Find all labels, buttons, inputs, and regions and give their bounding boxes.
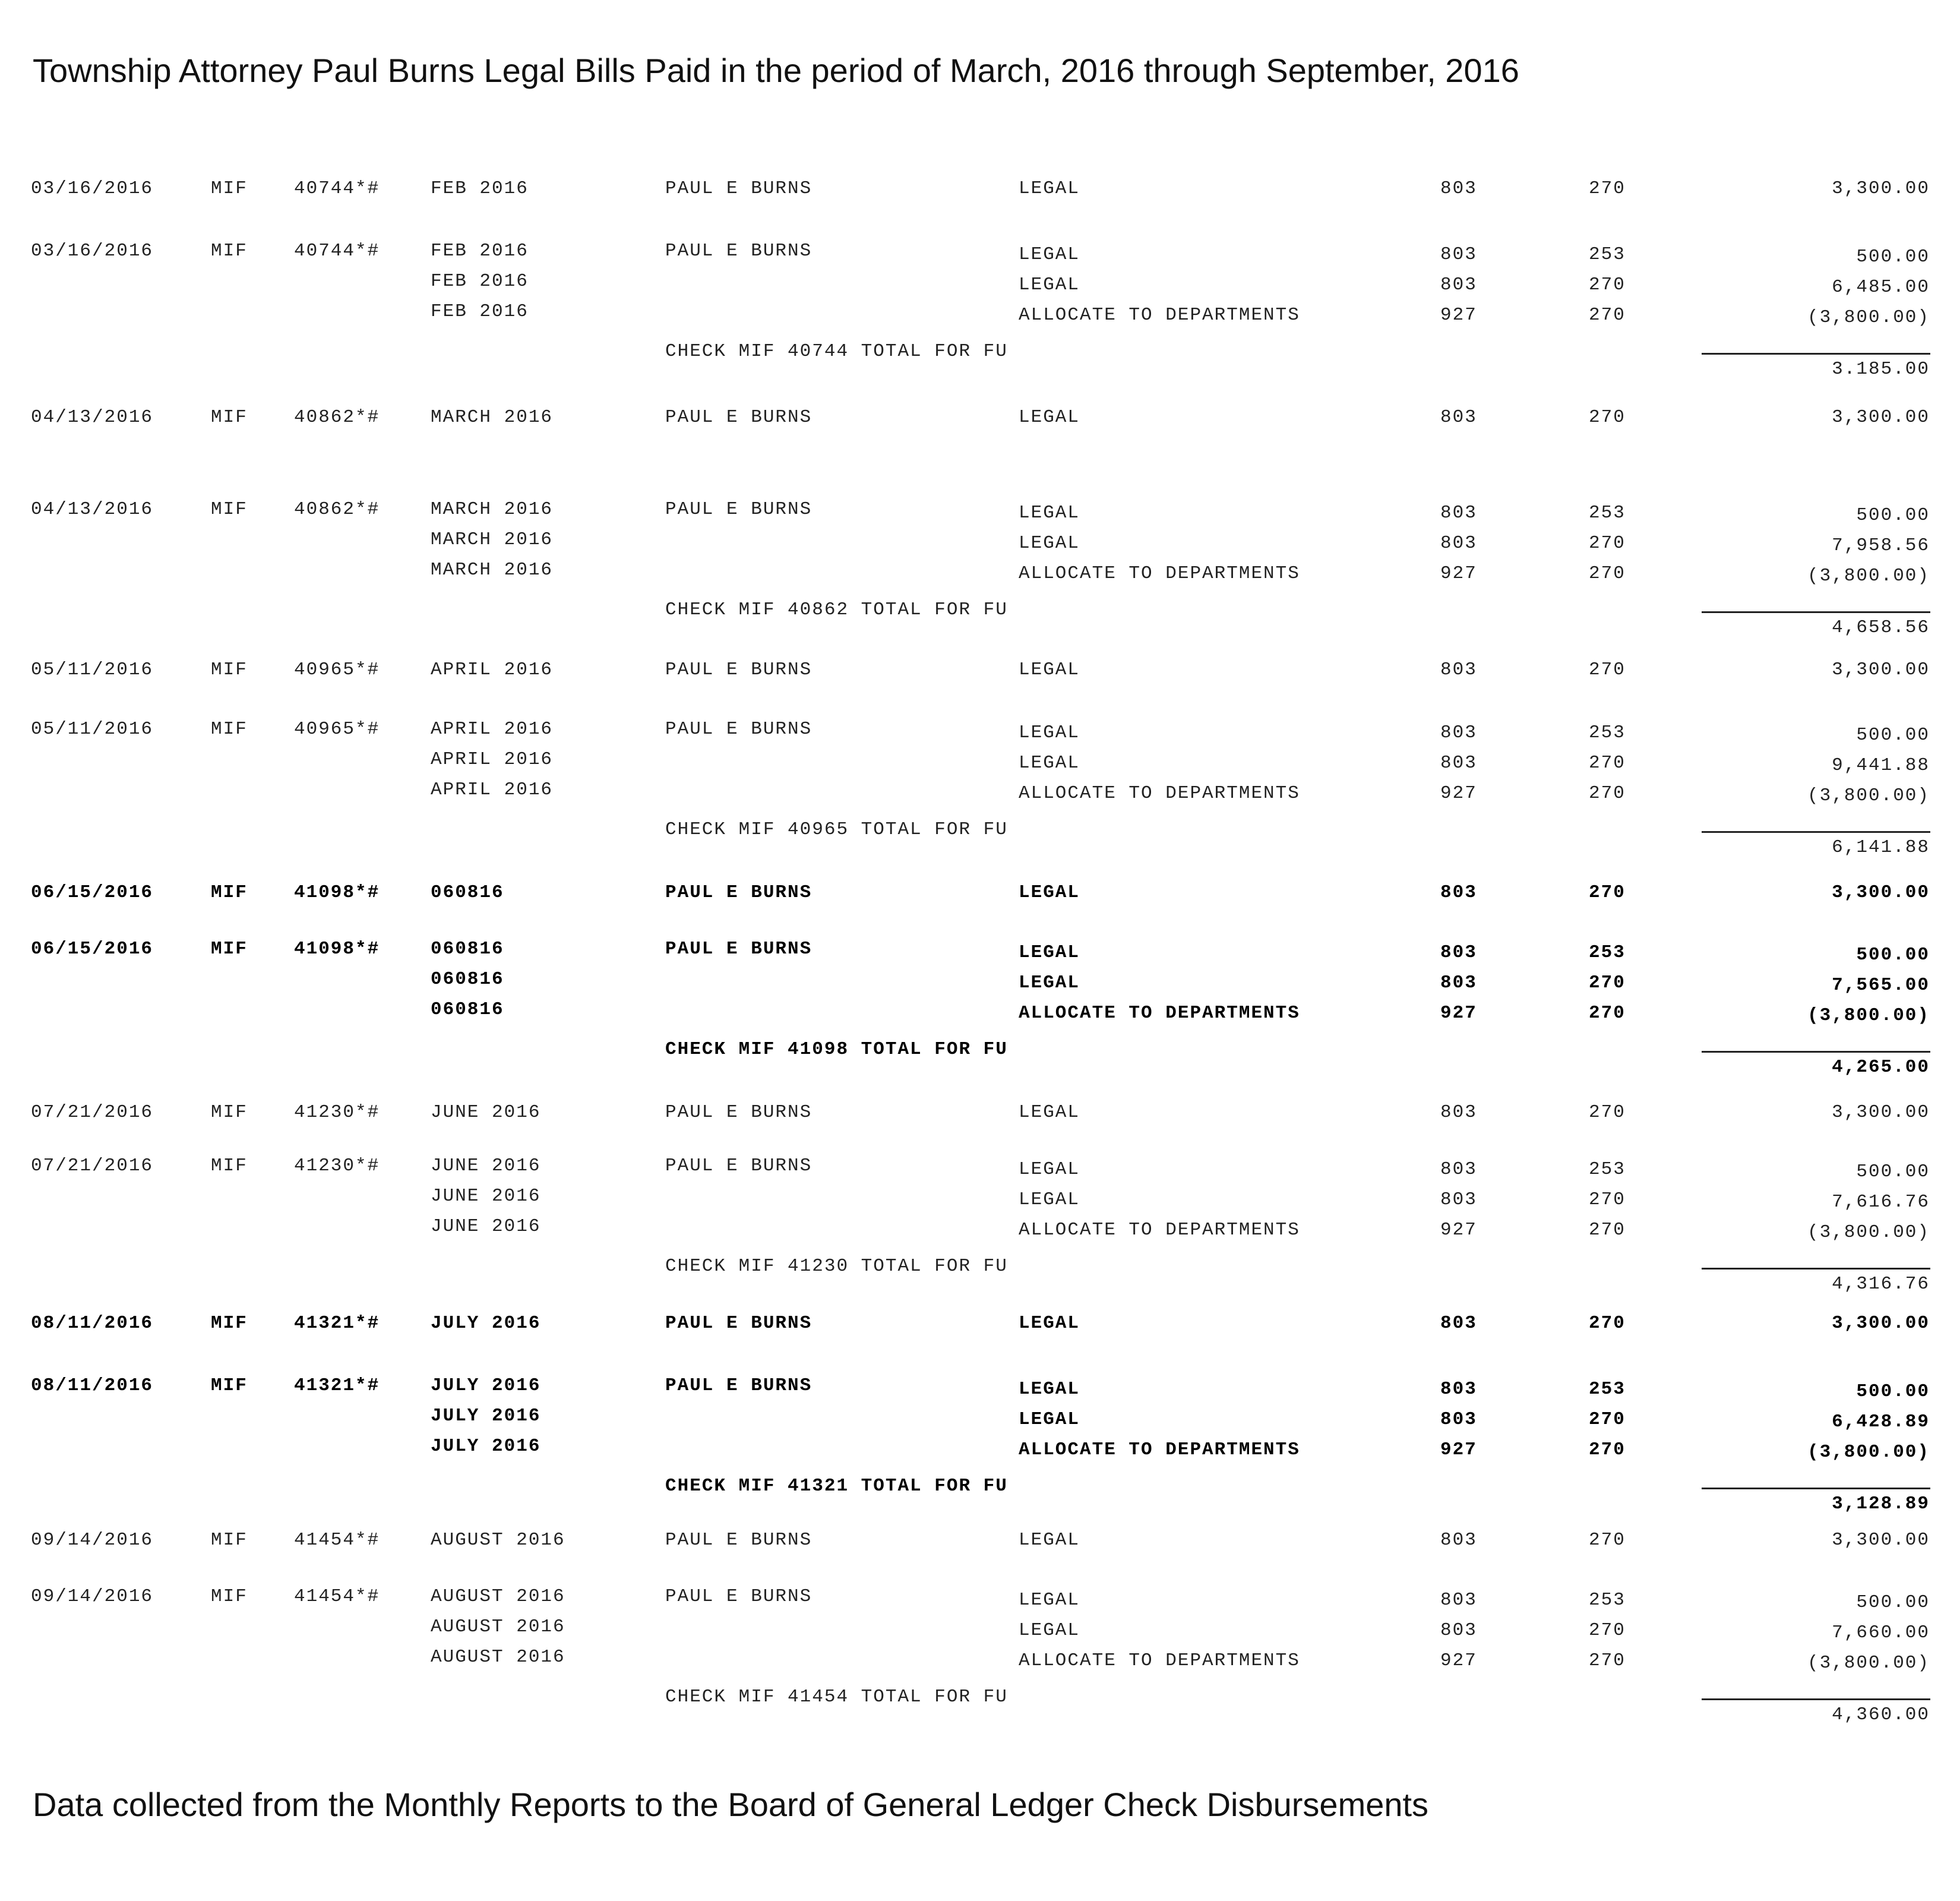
- dept-code: 803: [1440, 407, 1477, 428]
- invoice-description: JULY 2016: [431, 1436, 541, 1457]
- check-date: 05/11/2016: [31, 719, 154, 740]
- invoice-description: 060816: [431, 939, 504, 959]
- object-code: 270: [1589, 1220, 1626, 1240]
- amount: 9,441.88: [1832, 755, 1930, 776]
- check-total-label: CHECK MIF 41230 TOTAL FOR FU: [665, 1256, 1008, 1277]
- dept-code: 803: [1440, 244, 1477, 265]
- dept-code: 927: [1440, 783, 1477, 804]
- invoice-description: APRIL 2016: [431, 749, 554, 770]
- check-number: 41098*#: [294, 939, 380, 959]
- object-code: 270: [1589, 407, 1626, 428]
- dept-code: 803: [1440, 178, 1477, 199]
- amount: 3,300.00: [1832, 178, 1930, 199]
- amount: 500.00: [1856, 1592, 1930, 1613]
- dept-code: 803: [1440, 1189, 1477, 1210]
- dept-code: 803: [1440, 753, 1477, 773]
- payee-name: PAUL E BURNS: [665, 882, 813, 903]
- check-date: 08/11/2016: [31, 1313, 154, 1334]
- check-total-label: CHECK MIF 41454 TOTAL FOR FU: [665, 1687, 1008, 1707]
- account-name: ALLOCATE TO DEPARTMENTS: [1019, 1650, 1300, 1671]
- fund-code: MIF: [211, 1313, 248, 1334]
- dept-code: 803: [1440, 1409, 1477, 1430]
- object-code: 253: [1589, 1590, 1626, 1611]
- amount: (3,800.00): [1807, 566, 1930, 586]
- invoice-description: JUNE 2016: [431, 1102, 541, 1123]
- amount: 500.00: [1856, 725, 1930, 746]
- dept-code: 803: [1440, 722, 1477, 743]
- invoice-description: JUNE 2016: [431, 1155, 541, 1176]
- invoice-description: MARCH 2016: [431, 529, 554, 550]
- object-code: 270: [1589, 305, 1626, 326]
- total-rule: [1702, 1268, 1930, 1270]
- dept-code: 803: [1440, 1530, 1477, 1551]
- amount: 500.00: [1856, 945, 1930, 965]
- account-name: LEGAL: [1019, 533, 1080, 554]
- invoice-description: JULY 2016: [431, 1313, 541, 1334]
- dept-code: 927: [1440, 305, 1477, 326]
- amount: 6,485.00: [1832, 277, 1930, 298]
- object-code: 270: [1589, 1003, 1626, 1024]
- check-date: 04/13/2016: [31, 407, 154, 428]
- account-name: LEGAL: [1019, 1159, 1080, 1180]
- amount: (3,800.00): [1807, 1005, 1930, 1026]
- invoice-description: MARCH 2016: [431, 499, 554, 520]
- object-code: 270: [1589, 1530, 1626, 1551]
- amount: 7,616.76: [1832, 1192, 1930, 1212]
- dept-code: 803: [1440, 1159, 1477, 1180]
- check-total-label: CHECK MIF 40965 TOTAL FOR FU: [665, 819, 1008, 840]
- check-number: 41098*#: [294, 882, 380, 903]
- invoice-description: 060816: [431, 999, 504, 1020]
- account-name: ALLOCATE TO DEPARTMENTS: [1019, 1003, 1300, 1024]
- object-code: 270: [1589, 783, 1626, 804]
- account-name: LEGAL: [1019, 722, 1080, 743]
- check-date: 09/14/2016: [31, 1586, 154, 1607]
- fund-code: MIF: [211, 178, 248, 199]
- total-rule: [1702, 1051, 1930, 1053]
- check-date: 07/21/2016: [31, 1102, 154, 1123]
- check-number: 40862*#: [294, 499, 380, 520]
- account-name: LEGAL: [1019, 178, 1080, 199]
- object-code: 253: [1589, 1379, 1626, 1400]
- check-date: 04/13/2016: [31, 499, 154, 520]
- dept-code: 803: [1440, 274, 1477, 295]
- check-number: 41230*#: [294, 1102, 380, 1123]
- payee-name: PAUL E BURNS: [665, 659, 813, 680]
- account-name: ALLOCATE TO DEPARTMENTS: [1019, 1220, 1300, 1240]
- amount: (3,800.00): [1807, 307, 1930, 328]
- footer-note: Data collected from the Monthly Reports to the Board of General Ledger Check Disbursements: [33, 1786, 1429, 1823]
- fund-code: MIF: [211, 1155, 248, 1176]
- account-name: ALLOCATE TO DEPARTMENTS: [1019, 783, 1300, 804]
- payee-name: PAUL E BURNS: [665, 499, 813, 520]
- invoice-description: JUNE 2016: [431, 1216, 541, 1237]
- payee-name: PAUL E BURNS: [665, 719, 813, 740]
- account-name: LEGAL: [1019, 407, 1080, 428]
- dept-code: 803: [1440, 972, 1477, 993]
- object-code: 270: [1589, 1313, 1626, 1334]
- object-code: 270: [1589, 178, 1626, 199]
- invoice-description: APRIL 2016: [431, 779, 554, 800]
- fund-code: MIF: [211, 1586, 248, 1607]
- dept-code: 803: [1440, 942, 1477, 963]
- account-name: LEGAL: [1019, 659, 1080, 680]
- fund-code: MIF: [211, 882, 248, 903]
- check-number: 40965*#: [294, 659, 380, 680]
- check-number: 40744*#: [294, 241, 380, 261]
- invoice-description: APRIL 2016: [431, 659, 554, 680]
- dept-code: 803: [1440, 1313, 1477, 1334]
- check-number: 40862*#: [294, 407, 380, 428]
- object-code: 270: [1589, 274, 1626, 295]
- payee-name: PAUL E BURNS: [665, 1586, 813, 1607]
- dept-code: 803: [1440, 1102, 1477, 1123]
- invoice-description: APRIL 2016: [431, 719, 554, 740]
- amount: 3,300.00: [1832, 659, 1930, 680]
- invoice-description: MARCH 2016: [431, 407, 554, 428]
- amount: 6,428.89: [1832, 1411, 1930, 1432]
- check-total-amount: 3,128.89: [1832, 1493, 1930, 1514]
- total-rule: [1702, 611, 1930, 613]
- fund-code: MIF: [211, 241, 248, 261]
- check-total-label: CHECK MIF 40744 TOTAL FOR FU: [665, 341, 1008, 362]
- payee-name: PAUL E BURNS: [665, 178, 813, 199]
- account-name: LEGAL: [1019, 1620, 1080, 1641]
- check-total-amount: 3.185.00: [1832, 359, 1930, 380]
- amount: 500.00: [1856, 247, 1930, 267]
- check-total-amount: 4,360.00: [1832, 1704, 1930, 1725]
- object-code: 270: [1589, 1409, 1626, 1430]
- object-code: 270: [1589, 753, 1626, 773]
- account-name: LEGAL: [1019, 1102, 1080, 1123]
- check-total-label: CHECK MIF 41098 TOTAL FOR FU: [665, 1039, 1008, 1060]
- account-name: LEGAL: [1019, 882, 1080, 903]
- fund-code: MIF: [211, 407, 248, 428]
- dept-code: 803: [1440, 1590, 1477, 1611]
- amount: 3,300.00: [1832, 1530, 1930, 1551]
- account-name: LEGAL: [1019, 503, 1080, 523]
- payee-name: PAUL E BURNS: [665, 1102, 813, 1123]
- dept-code: 803: [1440, 659, 1477, 680]
- amount: (3,800.00): [1807, 1222, 1930, 1243]
- check-total-label: CHECK MIF 41321 TOTAL FOR FU: [665, 1476, 1008, 1496]
- dept-code: 803: [1440, 1620, 1477, 1641]
- account-name: LEGAL: [1019, 972, 1080, 993]
- payee-name: PAUL E BURNS: [665, 407, 813, 428]
- total-rule: [1702, 831, 1930, 833]
- dept-code: 803: [1440, 503, 1477, 523]
- payee-name: PAUL E BURNS: [665, 1155, 813, 1176]
- object-code: 270: [1589, 659, 1626, 680]
- account-name: LEGAL: [1019, 1409, 1080, 1430]
- account-name: LEGAL: [1019, 1379, 1080, 1400]
- account-name: LEGAL: [1019, 1590, 1080, 1611]
- check-number: 41321*#: [294, 1375, 380, 1396]
- fund-code: MIF: [211, 1530, 248, 1551]
- amount: (3,800.00): [1807, 1442, 1930, 1463]
- invoice-description: 060816: [431, 969, 504, 990]
- amount: 500.00: [1856, 1161, 1930, 1182]
- check-date: 06/15/2016: [31, 939, 154, 959]
- check-date: 09/14/2016: [31, 1530, 154, 1551]
- amount: 7,958.56: [1832, 535, 1930, 556]
- total-rule: [1702, 1488, 1930, 1489]
- payee-name: PAUL E BURNS: [665, 939, 813, 959]
- payee-name: PAUL E BURNS: [665, 1375, 813, 1396]
- amount: 7,565.00: [1832, 975, 1930, 996]
- account-name: LEGAL: [1019, 1189, 1080, 1210]
- object-code: 270: [1589, 563, 1626, 584]
- amount: 3,300.00: [1832, 407, 1930, 428]
- account-name: LEGAL: [1019, 274, 1080, 295]
- object-code: 253: [1589, 1159, 1626, 1180]
- check-date: 03/16/2016: [31, 241, 154, 261]
- fund-code: MIF: [211, 659, 248, 680]
- invoice-description: FEB 2016: [431, 178, 529, 199]
- invoice-description: AUGUST 2016: [431, 1647, 565, 1668]
- account-name: ALLOCATE TO DEPARTMENTS: [1019, 305, 1300, 326]
- check-date: 05/11/2016: [31, 659, 154, 680]
- dept-code: 927: [1440, 1439, 1477, 1460]
- invoice-description: FEB 2016: [431, 241, 529, 261]
- invoice-description: AUGUST 2016: [431, 1530, 565, 1551]
- object-code: 253: [1589, 503, 1626, 523]
- account-name: ALLOCATE TO DEPARTMENTS: [1019, 1439, 1300, 1460]
- dept-code: 927: [1440, 1220, 1477, 1240]
- account-name: LEGAL: [1019, 1313, 1080, 1334]
- check-total-label: CHECK MIF 40862 TOTAL FOR FU: [665, 599, 1008, 620]
- invoice-description: FEB 2016: [431, 301, 529, 322]
- invoice-description: MARCH 2016: [431, 560, 554, 580]
- check-date: 03/16/2016: [31, 178, 154, 199]
- payee-name: PAUL E BURNS: [665, 1313, 813, 1334]
- dept-code: 927: [1440, 1650, 1477, 1671]
- check-total-amount: 6,141.88: [1832, 837, 1930, 858]
- fund-code: MIF: [211, 1102, 248, 1123]
- dept-code: 803: [1440, 533, 1477, 554]
- object-code: 270: [1589, 972, 1626, 993]
- invoice-description: FEB 2016: [431, 271, 529, 292]
- invoice-description: JUNE 2016: [431, 1186, 541, 1207]
- check-total-amount: 4,316.76: [1832, 1274, 1930, 1294]
- invoice-description: AUGUST 2016: [431, 1586, 565, 1607]
- check-number: 41230*#: [294, 1155, 380, 1176]
- page-title: Township Attorney Paul Burns Legal Bills Paid in the period of March, 2016 through September, 2016: [33, 52, 1519, 89]
- check-number: 40965*#: [294, 719, 380, 740]
- object-code: 253: [1589, 942, 1626, 963]
- amount: 500.00: [1856, 1381, 1930, 1402]
- check-date: 07/21/2016: [31, 1155, 154, 1176]
- amount: 7,660.00: [1832, 1622, 1930, 1643]
- invoice-description: JULY 2016: [431, 1375, 541, 1396]
- amount: 500.00: [1856, 505, 1930, 526]
- account-name: LEGAL: [1019, 244, 1080, 265]
- dept-code: 927: [1440, 1003, 1477, 1024]
- object-code: 270: [1589, 1620, 1626, 1641]
- check-number: 40744*#: [294, 178, 380, 199]
- check-number: 41454*#: [294, 1586, 380, 1607]
- fund-code: MIF: [211, 1375, 248, 1396]
- object-code: 253: [1589, 722, 1626, 743]
- amount: 3,300.00: [1832, 1102, 1930, 1123]
- fund-code: MIF: [211, 719, 248, 740]
- payee-name: PAUL E BURNS: [665, 1530, 813, 1551]
- account-name: LEGAL: [1019, 1530, 1080, 1551]
- payee-name: PAUL E BURNS: [665, 241, 813, 261]
- amount: (3,800.00): [1807, 785, 1930, 806]
- object-code: 270: [1589, 1439, 1626, 1460]
- check-total-amount: 4,265.00: [1832, 1057, 1930, 1078]
- check-number: 41454*#: [294, 1530, 380, 1551]
- object-code: 270: [1589, 1102, 1626, 1123]
- object-code: 270: [1589, 1650, 1626, 1671]
- object-code: 270: [1589, 1189, 1626, 1210]
- object-code: 253: [1589, 244, 1626, 265]
- fund-code: MIF: [211, 499, 248, 520]
- object-code: 270: [1589, 882, 1626, 903]
- dept-code: 803: [1440, 1379, 1477, 1400]
- check-total-amount: 4,658.56: [1832, 617, 1930, 638]
- amount: (3,800.00): [1807, 1653, 1930, 1673]
- total-rule: [1702, 1698, 1930, 1700]
- amount: 3,300.00: [1832, 882, 1930, 903]
- check-date: 06/15/2016: [31, 882, 154, 903]
- invoice-description: JULY 2016: [431, 1406, 541, 1426]
- account-name: ALLOCATE TO DEPARTMENTS: [1019, 563, 1300, 584]
- dept-code: 927: [1440, 563, 1477, 584]
- amount: 3,300.00: [1832, 1313, 1930, 1334]
- check-date: 08/11/2016: [31, 1375, 154, 1396]
- account-name: LEGAL: [1019, 942, 1080, 963]
- invoice-description: 060816: [431, 882, 504, 903]
- account-name: LEGAL: [1019, 753, 1080, 773]
- invoice-description: AUGUST 2016: [431, 1616, 565, 1637]
- object-code: 270: [1589, 533, 1626, 554]
- dept-code: 803: [1440, 882, 1477, 903]
- total-rule: [1702, 353, 1930, 355]
- check-number: 41321*#: [294, 1313, 380, 1334]
- fund-code: MIF: [211, 939, 248, 959]
